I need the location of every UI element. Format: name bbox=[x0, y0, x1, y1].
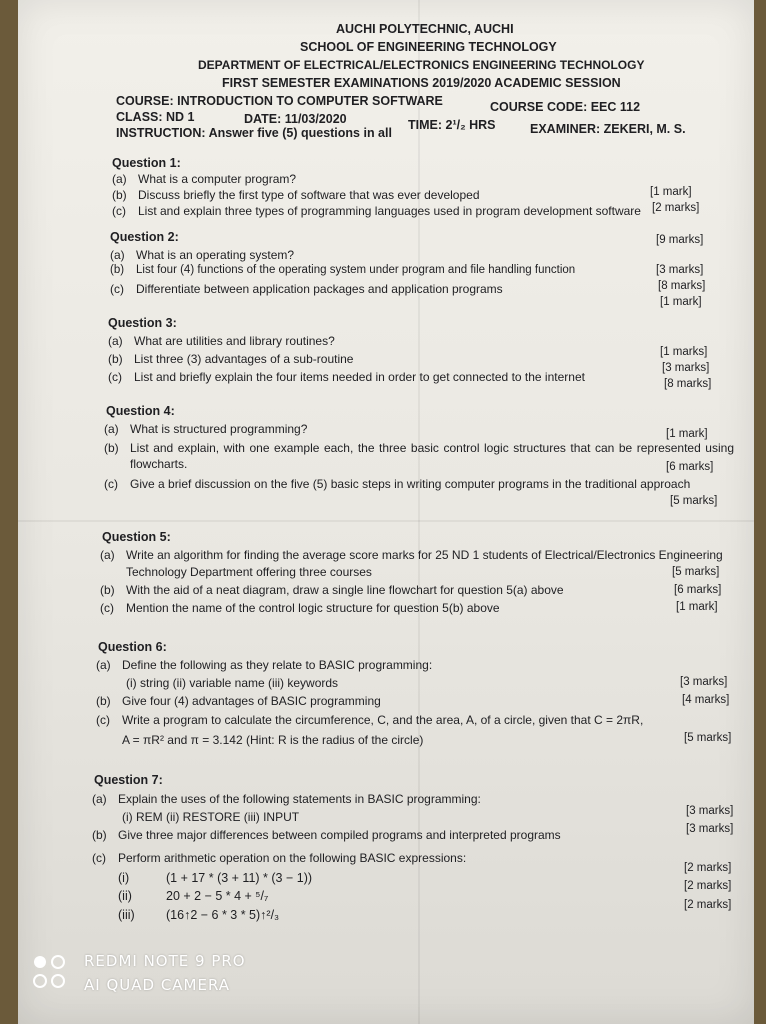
question-item bbox=[92, 828, 561, 842]
item-text: What is structured programming? bbox=[130, 422, 308, 436]
question-item bbox=[110, 264, 575, 276]
item-subtext: (i) string (ii) variable name (iii) keywords bbox=[126, 676, 339, 690]
watermark-device: REDMI NOTE 9 PRO bbox=[84, 952, 246, 970]
question-item bbox=[110, 248, 294, 262]
expression-label: (iii) bbox=[118, 908, 135, 922]
expression-text: (16↑2 − 6 * 3 * 5)↑²/₃ bbox=[166, 908, 280, 922]
question-item bbox=[110, 282, 503, 296]
item-text: Mention the name of the control logic structure for question 5(b) above bbox=[126, 601, 500, 615]
question-title: Question 3: bbox=[108, 316, 177, 330]
item-marks: [1 mark] bbox=[676, 601, 718, 613]
expression-text: 20 + 2 − 5 * 4 + ⁵/₇ bbox=[166, 889, 269, 903]
item-text: Explain the uses of the following statements in BASIC programming: bbox=[118, 792, 481, 806]
item-label: (b) bbox=[108, 352, 123, 366]
item-text: Give four (4) advantages of BASIC programming bbox=[122, 694, 381, 708]
question-item bbox=[108, 334, 335, 348]
question-item bbox=[100, 547, 746, 581]
item-text: Perform arithmetic operation on the following BASIC expressions: bbox=[118, 851, 467, 865]
item-label: (c) bbox=[108, 370, 122, 384]
question-item bbox=[112, 172, 296, 186]
item-label: (c) bbox=[104, 477, 118, 491]
course-title: COURSE: INTRODUCTION TO COMPUTER SOFTWARE bbox=[116, 94, 443, 108]
item-marks: [5 marks] bbox=[684, 732, 732, 744]
camera-watermark-icon bbox=[30, 952, 70, 992]
item-marks: [3 marks] bbox=[686, 823, 734, 835]
question-item bbox=[108, 352, 353, 366]
item-marks: [6 marks] bbox=[666, 461, 714, 473]
item-text: Discuss briefly the first type of software that was ever developed bbox=[138, 188, 480, 202]
question-item bbox=[108, 370, 585, 384]
item-marks: [3 marks] bbox=[656, 264, 704, 276]
item-text: With the aid of a neat diagram, draw a single line flowchart for question 5(a) above bbox=[126, 583, 564, 597]
question-item bbox=[92, 851, 466, 865]
item-marks: [6 marks] bbox=[674, 584, 722, 596]
item-marks: [1 mark] bbox=[660, 296, 702, 308]
expression-item bbox=[118, 871, 312, 885]
question-item bbox=[96, 658, 432, 672]
exam-session: FIRST SEMESTER EXAMINATIONS 2019/2020 ACADEMIC SESSION bbox=[222, 76, 621, 90]
item-text: What is an operating system? bbox=[136, 248, 295, 262]
question-title: Question 2: bbox=[110, 230, 179, 244]
course-code: COURSE CODE: EEC 112 bbox=[490, 100, 641, 114]
item-marks: [2 marks] bbox=[652, 202, 700, 214]
item-label: (b) bbox=[96, 694, 111, 708]
question-item bbox=[92, 792, 481, 806]
item-label: (c) bbox=[100, 601, 114, 615]
question-item bbox=[104, 422, 307, 436]
question-item bbox=[112, 204, 641, 218]
item-marks: [5 marks] bbox=[672, 566, 720, 578]
item-label: (b) bbox=[104, 441, 119, 455]
item-marks: [1 marks] bbox=[660, 346, 708, 358]
item-text: What are utilities and library routines? bbox=[134, 334, 335, 348]
question-title: Question 1: bbox=[112, 156, 181, 170]
question-title: Question 5: bbox=[102, 530, 171, 544]
item-label: (c) bbox=[96, 713, 110, 727]
item-label: (c) bbox=[110, 282, 124, 296]
question-title: Question 7: bbox=[94, 773, 163, 787]
item-label: (c) bbox=[92, 851, 106, 865]
item-label: (a) bbox=[96, 658, 111, 672]
exam-date: DATE: 11/03/2020 bbox=[244, 112, 347, 126]
question-title: Question 6: bbox=[98, 640, 167, 654]
item-marks: [3 marks] bbox=[662, 362, 710, 374]
question-item bbox=[100, 601, 500, 615]
item-text: Differentiate between application packages and application programs bbox=[136, 282, 503, 296]
item-label: (b) bbox=[100, 583, 115, 597]
question-title: Question 4: bbox=[106, 404, 175, 418]
item-text: Give three major differences between compiled programs and interpreted programs bbox=[118, 828, 561, 842]
item-label: (a) bbox=[110, 248, 125, 262]
item-text: Write an algorithm for finding the average score marks for 25 ND 1 students of Electrical/Electronics Engineering Technology Department offering three courses bbox=[126, 548, 723, 579]
item-label: (a) bbox=[100, 548, 115, 562]
item-label: (a) bbox=[112, 172, 127, 186]
item-text: What is a computer program? bbox=[138, 172, 297, 186]
expression-item bbox=[118, 889, 268, 903]
institution-name: AUCHI POLYTECHNIC, AUCHI bbox=[336, 22, 514, 36]
examiner: EXAMINER: ZEKERI, M. S. bbox=[530, 122, 686, 136]
item-marks: [2 marks] bbox=[684, 899, 732, 911]
item-marks: [1 mark] bbox=[666, 428, 708, 440]
exam-time: TIME: 2¹/₂ HRS bbox=[408, 118, 496, 132]
item-marks: [8 marks] bbox=[664, 378, 712, 390]
item-marks: [3 marks] bbox=[686, 805, 734, 817]
question-item bbox=[104, 476, 742, 492]
question-item bbox=[96, 713, 643, 727]
class-label: CLASS: ND 1 bbox=[116, 110, 195, 124]
item-text: List and explain three types of programming languages used in program development software bbox=[138, 204, 641, 218]
question-item bbox=[112, 188, 480, 202]
item-marks: [2 marks] bbox=[684, 880, 732, 892]
item-text: List three (3) advantages of a sub-routine bbox=[134, 352, 354, 366]
question-item bbox=[100, 583, 564, 597]
item-marks: [1 mark] bbox=[650, 186, 692, 198]
item-marks: [5 marks] bbox=[670, 495, 718, 507]
watermark-camera: AI QUAD CAMERA bbox=[84, 976, 231, 994]
expression-label: (ii) bbox=[118, 889, 132, 903]
instruction: INSTRUCTION: Answer five (5) questions in all bbox=[116, 126, 392, 140]
department-name: DEPARTMENT OF ELECTRICAL/ELECTRONICS ENGINEERING TECHNOLOGY bbox=[198, 58, 645, 72]
question-item bbox=[96, 694, 381, 708]
item-label: (a) bbox=[108, 334, 123, 348]
item-subtext: (i) REM (ii) RESTORE (iii) INPUT bbox=[122, 810, 300, 824]
item-text: List and briefly explain the four items needed in order to get connected to the internet bbox=[134, 370, 585, 384]
item-marks: [4 marks] bbox=[682, 694, 730, 706]
item-label: (b) bbox=[110, 264, 125, 276]
expression-item bbox=[118, 908, 279, 922]
item-marks: [8 marks] bbox=[658, 280, 706, 292]
school-name: SCHOOL OF ENGINEERING TECHNOLOGY bbox=[300, 40, 557, 54]
item-marks: [2 marks] bbox=[684, 862, 732, 874]
item-marks: [3 marks] bbox=[680, 676, 728, 688]
expression-label: (i) bbox=[118, 871, 130, 885]
item-subtext: A = πR² and π = 3.142 (Hint: R is the radius of the circle) bbox=[122, 733, 424, 747]
item-text: Write a program to calculate the circumference, C, and the area, A, of a circle, given that C = 2πR, bbox=[122, 713, 644, 727]
item-label: (c) bbox=[112, 204, 126, 218]
question-item bbox=[104, 440, 740, 472]
item-text: List four (4) functions of the operating system under program and file handling function bbox=[136, 264, 576, 276]
item-label: (a) bbox=[92, 792, 107, 806]
item-label: (a) bbox=[104, 422, 119, 436]
item-text: Give a brief discussion on the five (5) basic steps in writing computer programs in the traditional approach bbox=[130, 477, 691, 491]
expression-text: (1 + 17 * (3 + 11) * (3 − 1)) bbox=[166, 871, 313, 885]
item-text: Define the following as they relate to BASIC programming: bbox=[122, 658, 433, 672]
item-label: (b) bbox=[92, 828, 107, 842]
item-label: (b) bbox=[112, 188, 127, 202]
item-marks: [9 marks] bbox=[656, 234, 704, 246]
item-text: List and explain, with one example each, the three basic control logic structures that can be represented using flowcharts. bbox=[130, 441, 734, 471]
